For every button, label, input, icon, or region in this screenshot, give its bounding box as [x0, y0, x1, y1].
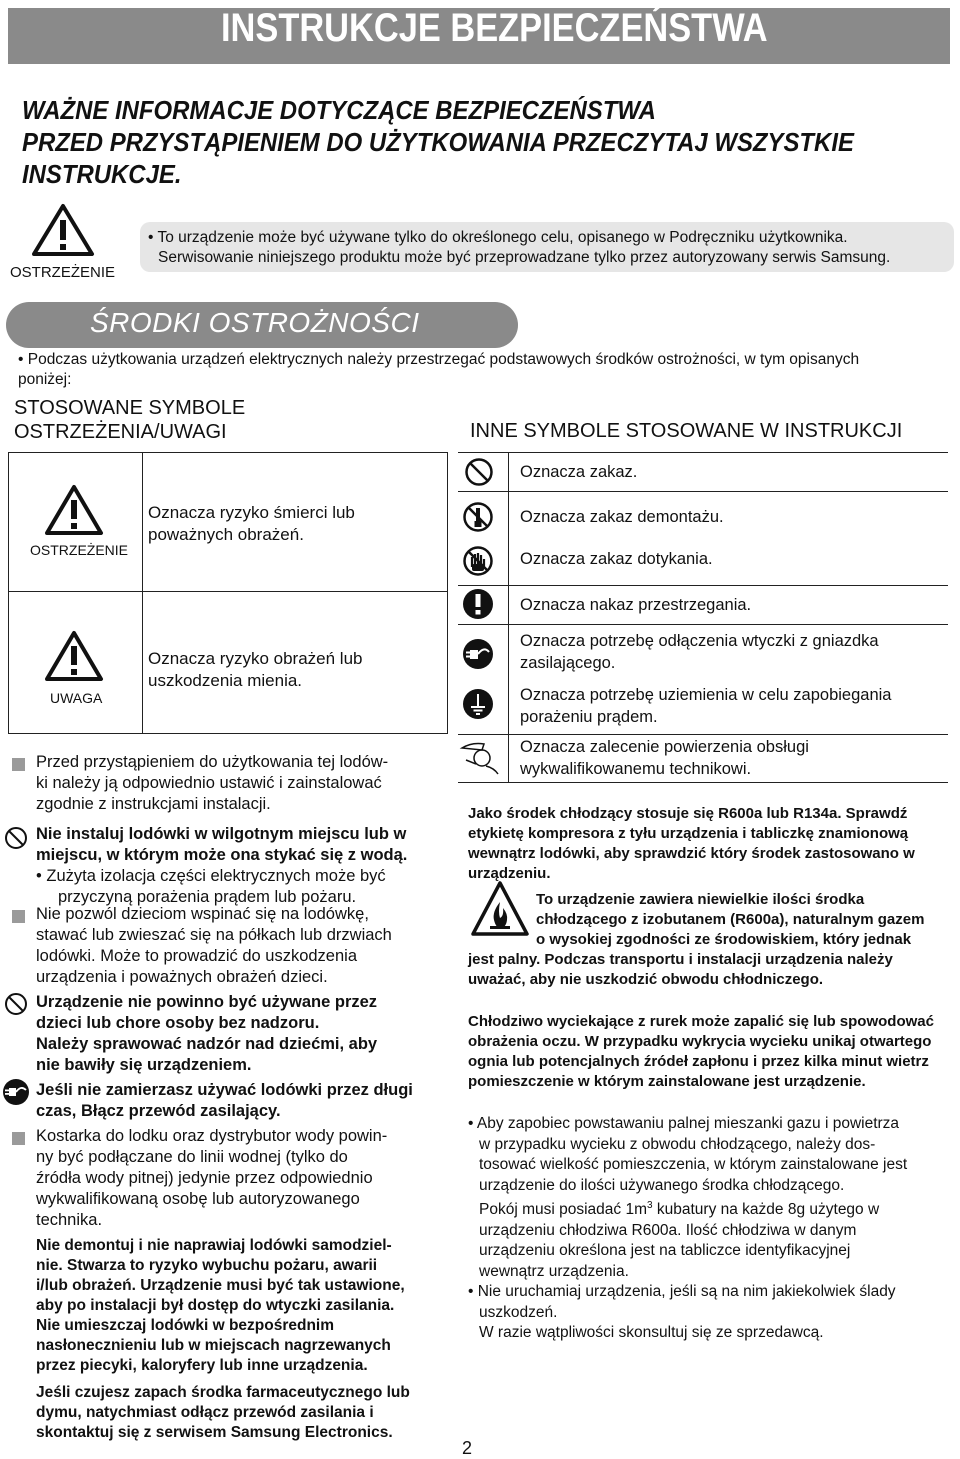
- bullet-square: [12, 758, 25, 771]
- symbol-text-technician-content: Oznacza zalecenie powierzenia obsługi wykwalifikowanemu technikowi.: [520, 738, 809, 778]
- text-line: • Nie uruchamiaj urządzenia, jeśli są na nim jakiekolwiek ślady: [468, 1283, 896, 1301]
- text-line: Nie demontuj i nie naprawiaj lodówki samodziel-: [36, 1237, 392, 1254]
- symbol-text-technician: [520, 736, 940, 780]
- disassembly-warning: [36, 1236, 428, 1376]
- text-line: czas, Błącz przewód zasilający.: [36, 1102, 281, 1120]
- install-note: [36, 752, 428, 815]
- text-line: Nie umieszczaj lodówki w bezpośrednim: [36, 1317, 335, 1334]
- caution-row-text-line-1: Oznacza ryzyko obrażeń lub: [148, 649, 363, 668]
- text-line: Urządzenie nie powinno być używane przez: [36, 993, 378, 1011]
- symbol-text-no-disassembly: Oznacza zakaz demontażu.: [520, 508, 724, 526]
- warning-symbols-heading: [14, 396, 245, 444]
- text-line: ognia lub potencjalnych źródeł zapłonu i przez kilka minut wietrz: [468, 1053, 929, 1070]
- text-line: lodówki. Może to prowadzić do uszkodzenia: [36, 947, 358, 965]
- symbols-row-divider: [458, 491, 948, 492]
- warning-label: OSTRZEŻENIE: [10, 264, 116, 281]
- superscript: 3: [647, 1200, 653, 1211]
- symbol-text-unplug: [520, 630, 940, 674]
- ice-maker-note: [36, 1126, 428, 1231]
- symbols-row-divider: [458, 452, 948, 453]
- other-symbols-heading: INNE SYMBOLE STOSOWANE W INSTRUKCJI: [470, 420, 903, 442]
- caution-triangle-icon: [44, 630, 104, 682]
- no-disassembly-icon: [462, 501, 494, 533]
- text-line: Jako środek chłodzący stosuje się R600a lub R134a. Sprawdź: [468, 805, 908, 822]
- text-line: skontaktuj się z serwisem Samsung Electronics.: [36, 1424, 393, 1441]
- symbol-text-exclamation: Oznacza nakaz przestrzegania.: [520, 596, 752, 614]
- text-line: obrażenia oczu. W przypadku wykrycia wycieku unikaj otwartego: [468, 1033, 932, 1050]
- text-line: w przypadku wycieku z obwodu chłodzącego, należy dos-: [479, 1135, 876, 1153]
- text-line: ki należy ją odpowiednio ustawić i zainstalować: [36, 774, 382, 792]
- caution-row-label: UWAGA: [50, 690, 103, 706]
- text-line: Kostarka do lodku oraz dystrybutor wody powin-: [36, 1127, 388, 1145]
- prohibition-icon: [4, 992, 28, 1016]
- warning-row-text-line-2: poważnych obrażeń.: [148, 525, 304, 544]
- page-title: INSTRUKCJE BEZPIECZEŃSTWA: [221, 6, 768, 50]
- intro-line-2: poniżej:: [18, 371, 72, 388]
- important-line-3: INSTRUKCJE.: [22, 159, 182, 189]
- text-line: urządzeniu.: [468, 865, 551, 882]
- humidity-warning: [36, 824, 428, 908]
- text-fragment: Pokój musi posiadać 1m: [479, 1201, 647, 1219]
- text-line: nie bawiły się urządzeniem.: [36, 1056, 252, 1074]
- bullet-square: [12, 910, 25, 923]
- text-fragment: kubatury na każde 8g użytego w: [652, 1201, 880, 1219]
- intro-line-1: • Podczas użytkowania urządzeń elektrycznych należy przestrzegać podstawowych środków ostrożności, w tym opisanych: [18, 351, 860, 368]
- warning-text: [148, 228, 954, 268]
- warning-row-text-line-1: Oznacza ryzyko śmierci lub: [148, 503, 355, 522]
- page-number: 2: [462, 1438, 473, 1458]
- text-line: dzieci lub chore osoby bez nadzoru.: [36, 1014, 320, 1032]
- text-line: nasłonecznieniu lub w miejscach nagrzewanych: [36, 1337, 391, 1354]
- text-line: miejscu, w którym może ona stykać się z wodą.: [36, 846, 408, 864]
- text-line: • Aby zapobiec powstawaniu palnej mieszanki gazu i powietrza: [468, 1115, 900, 1132]
- text-line: Należy sprawować nadzór nad dziećmi, aby: [36, 1035, 378, 1053]
- text-line: stawać lub zwieszać się na półkach lub drzwiach: [36, 926, 392, 944]
- text-line: Nie pozwól dzieciom wspinać się na lodówkę,: [36, 905, 369, 923]
- text-line: źródła wody pitnej) jedynie przez odpowiednio: [36, 1169, 373, 1187]
- text-line: Jeśli czujesz zapach środka farmaceutycznego lub: [36, 1384, 410, 1401]
- text-line: aby po instalacji był dostęp do wtyczki zasilania.: [36, 1297, 395, 1314]
- room-size-note: [468, 1114, 948, 1344]
- unplug-warning: [36, 1080, 428, 1122]
- text-line: pomieszczenie w którym zainstalowane jest urządzenie.: [468, 1073, 866, 1090]
- important-line-1: WAŻNE INFORMACJE DOTYCZĄCE BEZPIECZEŃSTWA: [22, 95, 656, 125]
- symbols-row-divider: [458, 782, 948, 783]
- text-line: wewnątrz lodówki, aby sprawdzić który środek zastosowano w: [468, 845, 915, 862]
- text-line: wykwalifikowaną osobę lub autoryzowanego: [36, 1190, 360, 1208]
- text-line: zgodnie z instrukcjami instalacji.: [36, 795, 271, 813]
- supervision-warning: [36, 992, 428, 1076]
- text-line: To urządzenie zawiera niewielkie ilości środka: [536, 891, 865, 908]
- text-line: uważać, aby nie uszkodzić obwodu chłodniczego.: [468, 971, 824, 988]
- children-warning: [36, 904, 428, 988]
- prohibition-icon: [464, 457, 494, 487]
- text-line: urządzenie do ilości używanego środka chłodzącego.: [479, 1176, 845, 1194]
- text-line: [468, 1196, 948, 1221]
- warning-symbols-heading-line-2: OSTRZEŻENIA/UWAGI: [14, 421, 227, 443]
- text-line: nie. Stwarza to ryzyko wybuchu pożaru, awarii: [36, 1257, 378, 1274]
- no-touch-icon: [462, 545, 494, 577]
- prohibition-icon: [4, 826, 28, 850]
- text-line: tosować wielkość pomieszczenia, w którym zainstalowane jest: [479, 1156, 908, 1173]
- symbols-row-divider: [458, 734, 948, 735]
- ground-icon: [462, 688, 494, 720]
- warning-triangle-icon: [44, 484, 104, 536]
- text-line: Jeśli nie zamierzasz używać lodówki przez długi: [36, 1081, 413, 1099]
- warning-triangle-icon: [30, 202, 96, 258]
- leak-note: [468, 1012, 948, 1092]
- warning-text-line-1: • To urządzenie może być używane tylko do określonego celu, opisanego w Podręczniku użytkownika.: [148, 229, 848, 246]
- warning-symbols-heading-line-1: STOSOWANE SYMBOLE: [14, 397, 246, 419]
- isobutane-note: [468, 890, 948, 990]
- caution-row-text: [148, 648, 363, 692]
- text-line: Chłodziwo wyciekające z rurek może zapalić się lub spowodować: [468, 1013, 934, 1030]
- symbol-text-unplug-content: Oznacza potrzebę odłączenia wtyczki z gniazdka zasilającego.: [520, 632, 879, 672]
- text-line: • Zużyta izolacja części elektrycznych może być: [36, 867, 386, 885]
- warning-row-label: OSTRZEŻENIE: [30, 542, 129, 558]
- text-line: etykietę kompresora z tyłu urządzenia i tabliczkę znamionową: [468, 825, 909, 842]
- text-line: przez piecyki, kaloryfery lub inne urządzenia.: [36, 1357, 368, 1374]
- text-line: urządzeniu chłodziwa R600a. Ilość chłodziwa w danym: [479, 1221, 857, 1239]
- refrigerant-note: [468, 804, 948, 884]
- unplug-icon: [2, 1078, 30, 1106]
- table-column-divider: [142, 452, 143, 734]
- symbol-text-ground: [520, 684, 940, 728]
- text-line: Nie instaluj lodówki w wilgotnym miejscu lub w: [36, 825, 407, 843]
- exclamation-icon: [462, 588, 494, 620]
- text-line: urządzeniu określona jest na tabliczce identyfikacyjnej: [479, 1242, 851, 1260]
- symbol-text-prohibition: Oznacza zakaz.: [520, 463, 638, 481]
- warning-row-text: [148, 502, 355, 546]
- text-line: ny być podłączane do linii wodnej (tylko do: [36, 1148, 348, 1166]
- caution-row-text-line-2: uszkodzenia mienia.: [148, 671, 303, 690]
- text-line: chłodzącego z izobutanem (R600a), naturalnym gazem: [536, 911, 925, 928]
- text-line: uszkodzeń.: [479, 1303, 558, 1321]
- table-divider: [8, 591, 448, 592]
- precautions-title: ŚRODKI OSTROŻNOŚCI: [90, 307, 420, 338]
- text-line: urządzenia i poważnych obrażeń dzieci.: [36, 968, 328, 986]
- important-notice: [22, 94, 878, 190]
- symbols-row-divider: [458, 585, 948, 586]
- technician-icon: [458, 738, 502, 778]
- text-line: przyczyną porażenia prądem lub pożaru.: [58, 888, 357, 906]
- text-line: technika.: [36, 1211, 103, 1229]
- bullet-square: [12, 1132, 25, 1145]
- important-line-2: PRZED PRZYSTĄPIENIEM DO UŻYTKOWANIA PRZECZYTAJ WSZYSTKIE: [22, 127, 854, 157]
- text-line: Przed przystąpieniem do użytkowania tej lodów-: [36, 753, 389, 771]
- smell-warning: [36, 1383, 428, 1443]
- text-line: jest palny. Podczas transportu i instalacji urządzenia należy: [468, 951, 893, 968]
- unplug-icon: [462, 638, 494, 670]
- text-line: o wysokiej zgodności ze środowiskiem, który jednak: [536, 931, 912, 948]
- symbols-column-divider: [508, 452, 509, 782]
- precautions-intro: [18, 350, 938, 390]
- text-line: W razie wątpliwości skonsultuj się ze sprzedawcą.: [479, 1324, 824, 1342]
- text-line: i/lub obrażeń. Urządzenie musi być tak ustawione,: [36, 1277, 405, 1294]
- warning-text-line-2: Serwisowanie niniejszego produktu może być przeprowadzane tylko przez autoryzowany serwis Samsung.: [158, 249, 891, 266]
- symbol-text-ground-content: Oznacza potrzebę uziemienia w celu zapobiegania porażeniu prądem.: [520, 686, 892, 726]
- text-line: wewnątrz urządzenia.: [479, 1262, 629, 1280]
- text-line: dymu, natychmiast odłącz przewód zasilania i: [36, 1404, 374, 1421]
- symbols-row-divider: [458, 624, 948, 625]
- symbol-text-no-touch: Oznacza zakaz dotykania.: [520, 550, 713, 568]
